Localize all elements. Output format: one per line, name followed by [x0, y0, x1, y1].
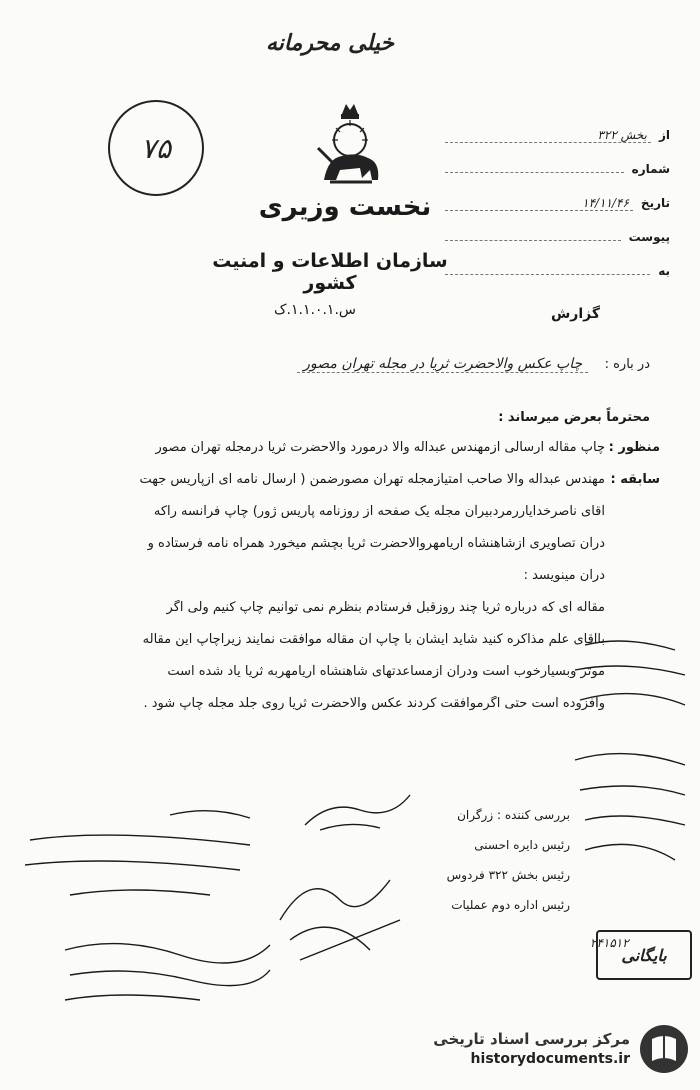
subject-line — [90, 356, 650, 372]
signature-scribble-icon — [270, 860, 410, 970]
body-line — [50, 600, 660, 632]
body-line — [50, 504, 660, 536]
page-number: ۷۵ — [140, 131, 172, 165]
page-number-circle — [108, 100, 204, 196]
body-line — [50, 472, 660, 504]
field-value — [445, 172, 624, 173]
field-value: بخش ۳۲۲ — [445, 128, 651, 143]
archive-number: ۲۴۱۵۱۲ — [590, 936, 629, 950]
body-line-text: وافزوده است حتی اگرموافقت کردند عکس والاحضرت ثریا روی جلد مجله چاپ شود . — [143, 696, 605, 711]
watermark-title: مرکز بررسی اسناد تاریخی — [433, 1030, 630, 1049]
archive-logo-icon — [638, 1023, 690, 1075]
field-label: شماره — [631, 162, 670, 176]
field-label: از — [658, 128, 670, 142]
signature-line: بررسی کننده : زرگران — [457, 808, 570, 822]
body-line-text: آقای ناصرخدایاررمردبیرآن مجله یک صفحه از روزنامه پاریس ژور) چاپ فرانسه راکه — [153, 504, 605, 519]
body-line — [50, 536, 660, 568]
field-value: ۱۴/۱۱/۴۶ — [445, 196, 633, 211]
org-prime-ministry: نخست وزیری — [258, 192, 432, 222]
header-fields — [445, 128, 670, 298]
body-line-text: درآن تصاویری ازشاهنشاه آریامهروالاحضرت ثریا بچشم میخورد همراه نامه فرستاده و — [147, 536, 605, 551]
body-line-text: موثر وبسیارخوب است ودرآن ازمساعدتهای شاهنشاه آریامهربه ثریا یاد شده است — [167, 664, 605, 679]
body-line — [50, 568, 660, 600]
field-value — [445, 240, 621, 241]
header-field-from — [445, 128, 670, 162]
body-line-text: درآن مینویسد : — [523, 568, 605, 583]
lion-and-sun-emblem-icon — [310, 100, 390, 196]
body-line-text: چاپ مقاله ارسالی ازمهندس عبداله والا درمورد والاحضرت ثریا درمجله تهران مصور — [155, 440, 605, 455]
marginal-handwriting-icon — [10, 800, 260, 910]
subject-value: چاپ عکس والاحضرت ثریا در مجله تهران مصور — [297, 356, 588, 373]
signature-line: رئیس بخش ۳۲۲ فردوس — [446, 868, 570, 882]
field-value — [445, 274, 650, 275]
watermark — [420, 1018, 690, 1080]
reference-code: س.۱.۱.۰.۱.ک — [274, 302, 356, 318]
signature-line: رئیس دایره احسنی — [474, 838, 570, 852]
body-line-label: منظور : — [608, 440, 660, 455]
body-line-text: باآقای علم مذاکره کنید شاید ایشان با چاپ آن مقاله موافقت نمایند زیراچاپ این مقاله — [142, 632, 605, 647]
archive-stamp — [596, 930, 692, 980]
body-line-text: مهندس عبداله والا صاحب امتیازمجله تهران مصورضمن ( ارسال نامه ای ازپاریس جهت — [139, 472, 605, 487]
body-line — [50, 440, 660, 472]
field-label: پیوست — [628, 230, 670, 244]
classification-stamp: خیلی محرمانه — [265, 30, 395, 56]
header-field-attachment — [445, 230, 670, 264]
watermark-url: historydocuments.ir — [470, 1050, 630, 1067]
field-label: تاریخ — [640, 196, 670, 210]
signature-scribble-icon — [300, 780, 420, 840]
watermark-text — [433, 1030, 630, 1068]
marginal-handwriting-icon — [565, 630, 695, 900]
header-field-date — [445, 196, 670, 230]
report-label: گزارش — [550, 306, 600, 322]
archive-stamp-label: بایگانی — [621, 945, 667, 965]
signature-line: رئیس اداره دوم عملیات — [451, 898, 570, 912]
field-label: به — [658, 264, 670, 278]
header-field-number — [445, 162, 670, 196]
marginal-handwriting-icon — [60, 930, 280, 1010]
body-line-label: سابقه : — [610, 472, 660, 487]
body-line-text: مقاله ای که درباره ثریا چند روزقبل فرستادم بنظرم نمی توانیم چاپ کنیم ولی اگر — [166, 600, 605, 615]
header-field-to — [445, 264, 670, 298]
org-name: سازمان اطلاعات و امنیت کشور — [212, 250, 448, 294]
greeting: محترماً بعرض میرساند : — [498, 410, 650, 425]
subject-label: در باره : — [604, 357, 650, 372]
